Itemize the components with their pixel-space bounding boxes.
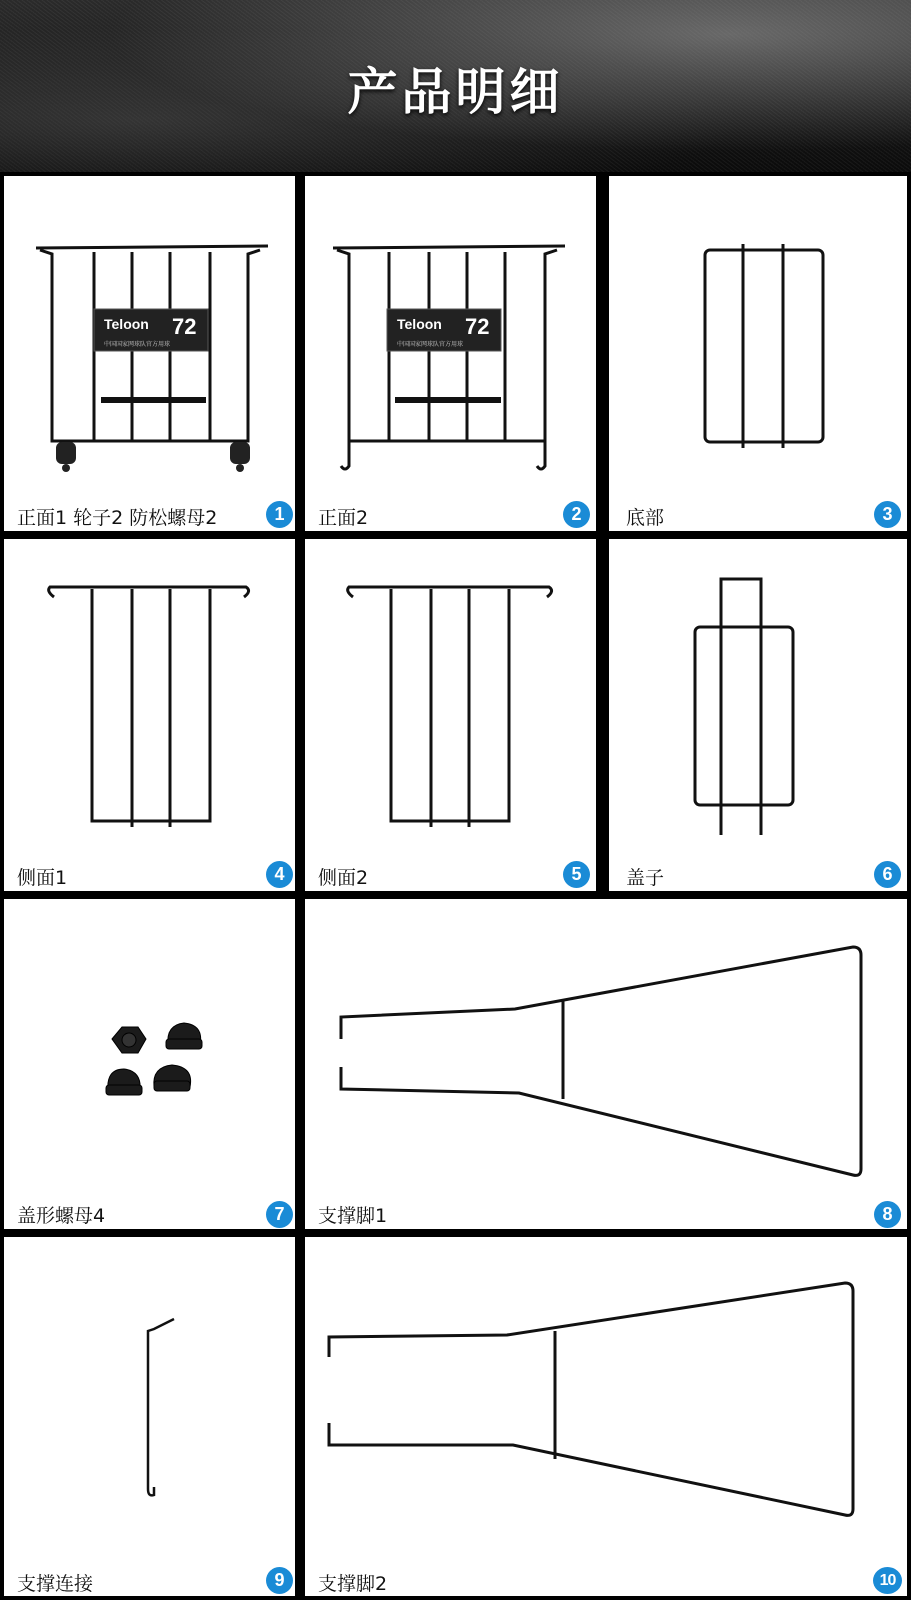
- part-number-badge: 4: [266, 861, 293, 888]
- part-cell-front-1: [4, 176, 295, 531]
- brand-plate: [94, 309, 208, 351]
- part-cell-front-2: [305, 176, 596, 531]
- part-number-badge: 3: [874, 501, 901, 528]
- parts-grid: [0, 172, 911, 1600]
- support-connector-icon: [4, 1237, 295, 1567]
- brand-model: 72: [465, 314, 490, 339]
- side-panel-icon: [305, 539, 596, 859]
- part-number-badge: 10: [873, 1567, 902, 1594]
- part-cell-side-2: [305, 539, 596, 891]
- part-cell-lid: [609, 539, 907, 891]
- part-label: 盖子: [626, 867, 665, 889]
- part-label: 正面2: [318, 507, 369, 529]
- side-panel-icon: [4, 539, 295, 859]
- page-title: 产品明细: [347, 63, 564, 121]
- part-number-badge: 7: [266, 1201, 293, 1228]
- part-label: 正面1 轮子2 防松螺母2: [17, 507, 218, 529]
- part-number-badge: 8: [874, 1201, 901, 1228]
- part-label: 侧面1: [17, 867, 68, 889]
- part-cell-cap-nuts: [4, 899, 295, 1229]
- front-panel-with-hooks-icon: [305, 176, 596, 496]
- brand-name: Teloon: [397, 316, 442, 332]
- brand-model: 72: [172, 314, 197, 339]
- part-number-badge: 9: [266, 1567, 293, 1594]
- brand-plate: [387, 309, 501, 351]
- front-panel-with-wheels-icon: [4, 176, 295, 496]
- part-label: 支撑脚1: [318, 1205, 388, 1227]
- part-label: 支撑脚2: [318, 1573, 388, 1595]
- part-label: 侧面2: [318, 867, 369, 889]
- brand-caption: 中国国家网球队官方用球: [104, 341, 171, 348]
- brand-caption: 中国国家网球队官方用球: [397, 341, 464, 348]
- bottom-frame-icon: [609, 176, 907, 496]
- part-label: 支撑连接: [17, 1573, 94, 1595]
- part-cell-side-1: [4, 539, 295, 891]
- support-leg-icon: [305, 1237, 907, 1567]
- part-cell-support-connector: [4, 1237, 295, 1596]
- part-label: 底部: [626, 507, 665, 529]
- part-number-badge: 1: [266, 501, 293, 528]
- part-cell-support-leg-2: [305, 1237, 907, 1596]
- part-cell-support-leg-1: [305, 899, 907, 1229]
- part-number-badge: 2: [563, 501, 590, 528]
- lid-frame-icon: [609, 539, 907, 859]
- header-banner: [0, 0, 911, 172]
- brand-name: Teloon: [104, 316, 149, 332]
- cap-nuts-icon: [4, 899, 295, 1199]
- part-cell-bottom: [609, 176, 907, 531]
- part-label: 盖形螺母4: [17, 1205, 106, 1227]
- part-number-badge: 5: [563, 861, 590, 888]
- part-number-badge: 6: [874, 861, 901, 888]
- support-leg-icon: [305, 899, 907, 1199]
